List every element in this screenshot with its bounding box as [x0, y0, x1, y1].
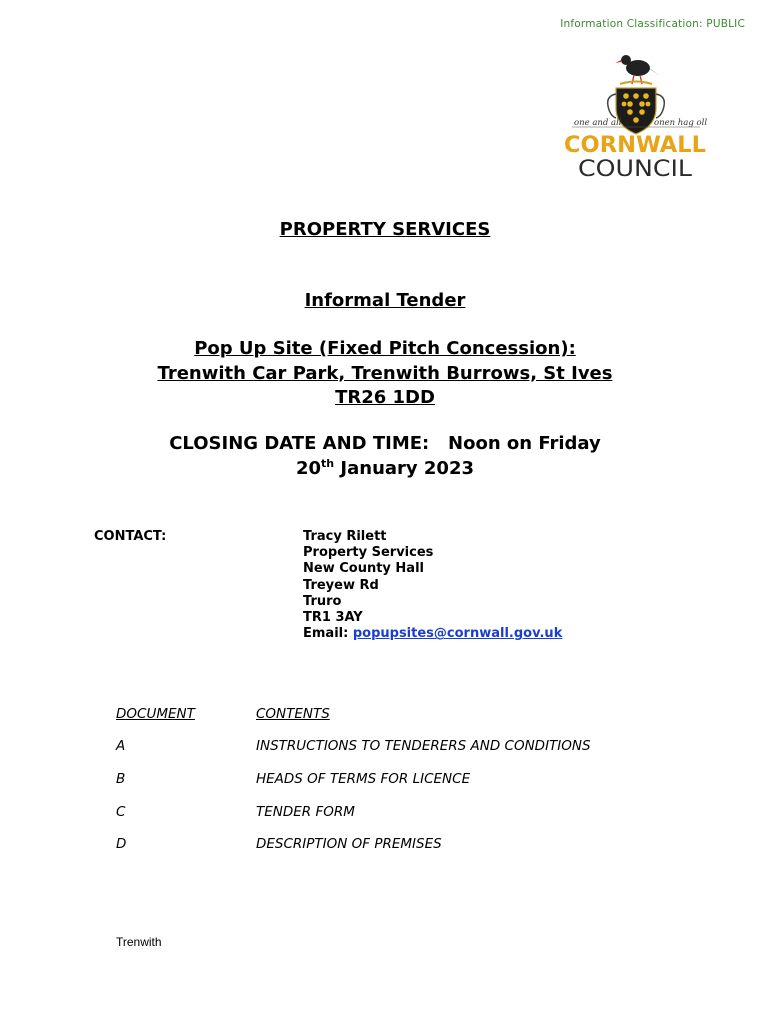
department-heading: PROPERTY SERVICES [279, 219, 491, 240]
toc-col-document: DOCUMENT [116, 706, 195, 722]
site-heading [0, 337, 770, 411]
closing-line-2 [0, 456, 770, 481]
logo-wordmark-line2: COUNCIL [578, 156, 693, 182]
toc-row [116, 771, 471, 787]
toc-row [116, 738, 591, 754]
toc-row-doc: A [116, 738, 126, 754]
contact-building: New County Hall [303, 561, 424, 577]
contact-email-label: Email: [303, 626, 353, 642]
footer-text: Trenwith [116, 935, 162, 949]
toc-row-contents: INSTRUCTIONS TO TENDERERS AND CONDITIONS [256, 738, 591, 754]
toc-row-doc: C [116, 804, 126, 820]
classification-label: Information Classification: PUBLIC [560, 18, 745, 30]
contact-name: Tracy Rilett [303, 529, 387, 544]
toc-row [116, 804, 355, 820]
tender-type-heading: Informal Tender [304, 290, 466, 311]
toc-row-doc: D [116, 836, 127, 852]
closing-line-1: CLOSING DATE AND TIME: Noon on Friday [169, 433, 601, 454]
cornwall-council-logo [560, 46, 712, 182]
contact-label: CONTACT: [94, 529, 167, 544]
toc-row-contents: DESCRIPTION OF PREMISES [256, 836, 442, 852]
contact-email-link[interactable]: popupsites@cornwall.gov.uk [352, 626, 563, 642]
contact-department: Property Services [303, 545, 434, 561]
toc-row [116, 836, 442, 852]
motto-left: one and all [574, 118, 622, 128]
contact-email-row [303, 626, 562, 642]
site-line-2: Trenwith Car Park, Trenwith Burrows, St Ives [157, 362, 613, 384]
toc-row-contents: HEADS OF TERMS FOR LICENCE [256, 771, 471, 787]
site-line-3: TR26 1DD [335, 387, 435, 408]
closing-date-heading [0, 431, 770, 481]
toc-header-row [116, 706, 330, 722]
motto-right: onen hag oll [654, 118, 708, 128]
contact-postcode: TR1 3AY [303, 610, 363, 626]
closing-day-suffix: th [321, 457, 335, 470]
toc-row-contents: TENDER FORM [256, 804, 355, 820]
chough-bird-icon [615, 55, 660, 84]
contact-town: Truro [303, 593, 342, 609]
toc-col-contents: CONTENTS [256, 706, 330, 722]
contact-details [303, 529, 562, 642]
closing-day: 20 [295, 458, 322, 479]
contact-street: Treyew Rd [303, 577, 379, 593]
toc-row-doc: B [116, 771, 126, 787]
logo-wordmark-line1: CORNWALL [564, 132, 706, 158]
closing-month-year: January 2023 [334, 458, 475, 479]
site-line-1: Pop Up Site (Fixed Pitch Concession): [194, 338, 576, 359]
